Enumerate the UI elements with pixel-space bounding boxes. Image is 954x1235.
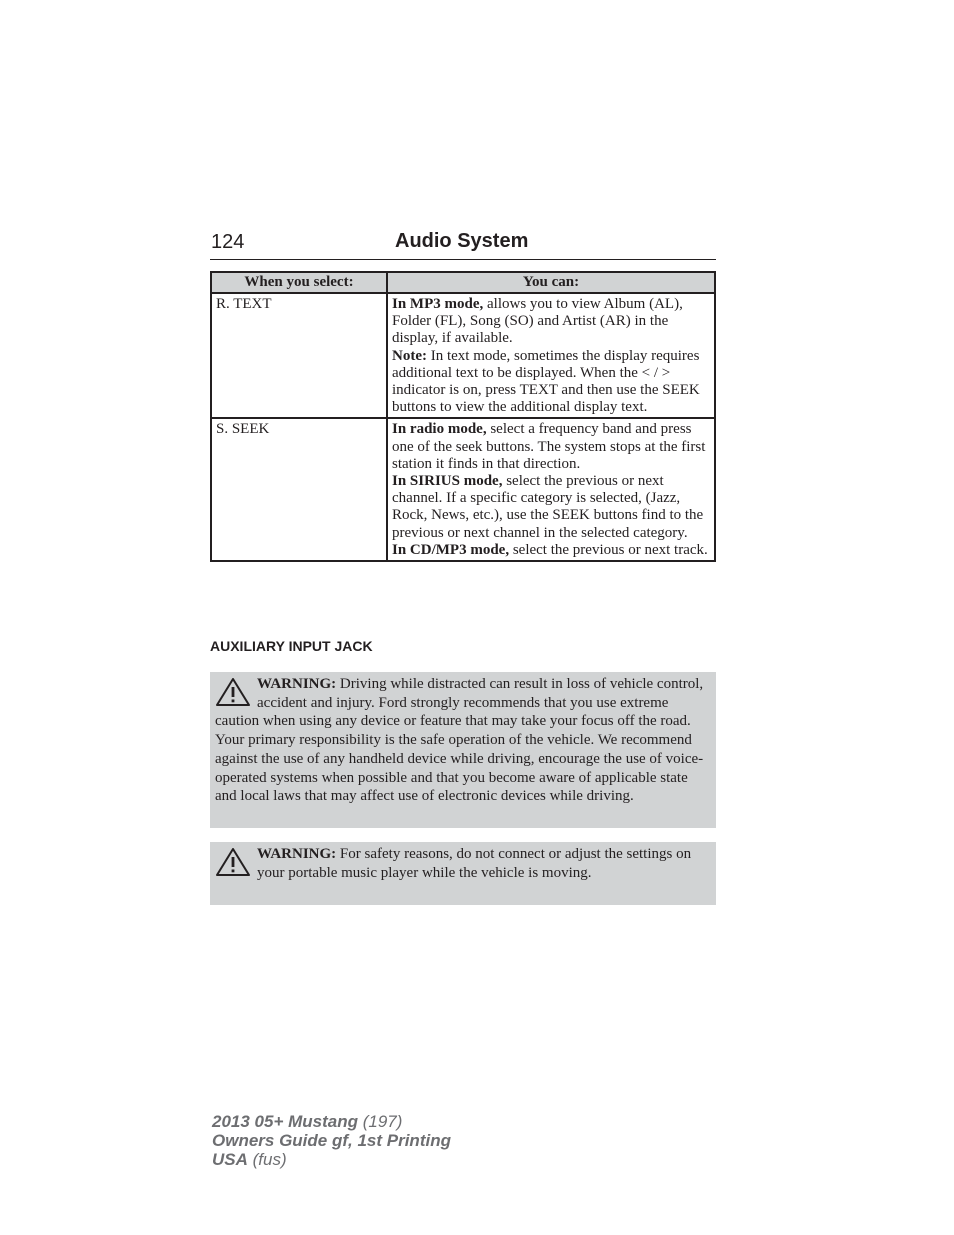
paragraph-lead: In SIRIUS mode, — [392, 473, 503, 490]
warning-triangle-icon — [215, 847, 251, 877]
paragraph-text: select the previous or next channel. If a specific category is selected, (Jazz, Rock, News, etc.), use the SEEK buttons find to the previous or next channel in the selected category. — [392, 473, 704, 541]
footer-model-code: (197) — [358, 1112, 403, 1131]
warning-text: For safety reasons, do not connect or adjust the settings on your portable music player while the vehicle is moving. — [257, 846, 692, 881]
footer-line — [212, 1112, 451, 1131]
footer-model: 2013 05+ Mustang — [212, 1112, 358, 1131]
paragraph-text: select the previous or next track. — [509, 541, 708, 558]
footer-line — [212, 1150, 451, 1169]
warning-triangle-icon — [215, 677, 251, 707]
table-cell-description — [387, 418, 715, 561]
description-paragraph — [392, 421, 709, 473]
paragraph-text: In text mode, sometimes the display requires additional text to be displayed. When the < / > indicator is on, press TEXT and then use the SEEK buttons to view the additional display text. — [392, 347, 700, 416]
warning-box — [210, 672, 716, 828]
warning-text: Driving while distracted can result in loss of vehicle control, accident and injury. Ford strongly recommends that you use extreme caution when using any device or feature that may take your focus off the road. Your primary responsibility is the safe operation of the vehicle. We recommend against the use of any handheld device while driving, encourage the use of voice-operated systems when possible and that you become aware of applicable state and local laws that may affect use of electronic devices while driving. — [215, 676, 704, 805]
warning-box — [210, 842, 716, 905]
footer-line — [212, 1131, 451, 1150]
table-cell-select: R. TEXT — [211, 293, 387, 418]
footer-market-code: (fus) — [247, 1150, 287, 1169]
paragraph-lead: In MP3 mode, — [392, 296, 484, 312]
paragraph-text: select a frequency band and press one of the seek buttons. The system stops at the first station it finds in that direction. — [392, 421, 706, 472]
footer-guide: Owners Guide gf, 1st Printing — [212, 1131, 451, 1150]
warning-lead: WARNING: — [257, 676, 337, 692]
section-heading: AUXILIARY INPUT JACK — [210, 638, 373, 654]
paragraph-lead: Note: — [392, 347, 427, 364]
table-cell-select: S. SEEK — [211, 418, 387, 561]
footer-market: USA — [212, 1150, 248, 1169]
paragraph-lead: In radio mode, — [392, 421, 487, 438]
page-title: Audio System — [395, 230, 529, 252]
table-row — [211, 418, 715, 561]
page-number: 124 — [211, 231, 245, 253]
table-row — [211, 293, 715, 418]
table-header-row — [211, 272, 715, 293]
description-paragraph — [392, 542, 709, 559]
page-header — [210, 229, 716, 260]
function-table — [210, 271, 716, 562]
table-cell-description — [387, 293, 715, 418]
description-paragraph — [392, 296, 709, 348]
document-footer — [212, 1112, 451, 1169]
warning-lead: WARNING: — [257, 846, 337, 862]
paragraph-lead: In CD/MP3 mode, — [392, 541, 510, 558]
description-paragraph — [392, 348, 709, 417]
paragraph-text: allows you to view Album (AL), Folder (FL), Song (SO) and Artist (AR) in the display, if available. — [392, 296, 683, 347]
table-header-action: You can: — [387, 272, 715, 293]
description-paragraph — [392, 473, 709, 542]
table-header-select: When you select: — [211, 272, 387, 293]
